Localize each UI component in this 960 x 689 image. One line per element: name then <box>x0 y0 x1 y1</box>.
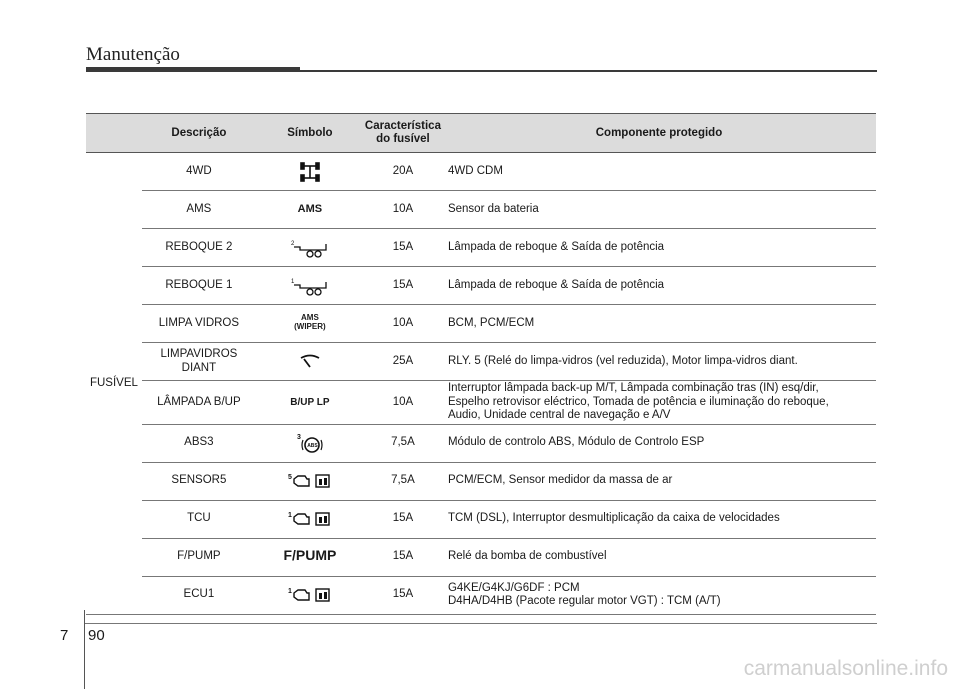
4wd-icon <box>299 162 321 182</box>
row-spec: 7,5A <box>364 462 442 500</box>
row-desc: SENSOR5 <box>142 462 256 500</box>
row-component: Relé da bomba de combustível <box>442 538 876 576</box>
row-spec: 15A <box>364 500 442 538</box>
row-desc: LÂMPADA B/UP <box>142 381 256 425</box>
header-rule-thin <box>300 70 877 72</box>
column-header-caracteristica: Característica do fusível <box>364 114 442 153</box>
group-label: FUSÍVEL <box>86 153 142 615</box>
row-spec: 7,5A <box>364 424 442 462</box>
table-row <box>86 343 876 381</box>
symbol-cell <box>256 538 364 576</box>
row-spec: 15A <box>364 576 442 614</box>
row-desc: 4WD <box>142 153 256 191</box>
row-component: Lâmpada de reboque & Saída de potência <box>442 229 876 267</box>
table-row <box>86 229 876 267</box>
trailer-icon <box>290 276 330 296</box>
row-component: TCM (DSL), Interruptor desmultiplicação da caixa de velocidades <box>442 500 876 538</box>
header-rule-thick <box>86 67 300 72</box>
wiper-icon <box>299 354 321 370</box>
symbol-text: B/UP LP <box>290 396 330 408</box>
row-component: Interruptor lâmpada back-up M/T, Lâmpada combinação tras (IN) esq/dir, Espelho retrovisor eléctrico, Tomada de potência e iluminação do reboque, Audio, Unidade central de navegação e A/V <box>442 381 876 425</box>
page-header-title: Manutenção <box>86 44 180 65</box>
table-row <box>86 576 876 614</box>
symbol-cell <box>256 229 364 267</box>
column-header-componente: Componente protegido <box>442 114 876 153</box>
symbol-text: AMS <box>297 202 323 215</box>
row-spec: 10A <box>364 191 442 229</box>
table-header-row <box>86 114 876 153</box>
row-desc: LIMPAVIDROS DIANT <box>142 343 256 381</box>
row-component: Sensor da bateria <box>442 191 876 229</box>
row-spec: 10A <box>364 305 442 343</box>
row-spec: 15A <box>364 267 442 305</box>
trailer-number: 1 <box>290 278 295 285</box>
symbol-cell <box>256 424 364 462</box>
table-row <box>86 538 876 576</box>
row-desc: F/PUMP <box>142 538 256 576</box>
watermark: carmanualsonline.info <box>743 657 948 680</box>
row-component: Módulo de controlo ABS, Módulo de Controlo ESP <box>442 424 876 462</box>
row-desc: ECU1 <box>142 576 256 614</box>
row-spec: 15A <box>364 229 442 267</box>
symbol-cell <box>256 191 364 229</box>
engine-ecu-icon <box>287 471 333 491</box>
row-component: BCM, PCM/ECM <box>442 305 876 343</box>
table-row <box>86 500 876 538</box>
symbol-cell <box>256 500 364 538</box>
fuse-table <box>86 113 876 615</box>
row-component: Lâmpada de reboque & Saída de potência <box>442 267 876 305</box>
row-desc: ABS3 <box>142 424 256 462</box>
symbol-cell <box>256 305 364 343</box>
row-spec: 10A <box>364 381 442 425</box>
svg-text:3: 3 <box>296 434 301 441</box>
table-row <box>86 153 876 191</box>
row-spec: 25A <box>364 343 442 381</box>
symbol-cell <box>256 153 364 191</box>
svg-text:1: 1 <box>287 512 292 519</box>
symbol-cell <box>256 343 364 381</box>
column-header-simbolo: Símbolo <box>256 114 364 153</box>
symbol-cell <box>256 576 364 614</box>
engine-ecu-icon <box>287 509 333 529</box>
table-row <box>86 381 876 425</box>
row-desc: TCU <box>142 500 256 538</box>
row-component: G4KE/G4KJ/G6DF : PCM D4HA/D4HB (Pacote regular motor VGT) : TCM (A/T) <box>442 576 876 614</box>
svg-text:5: 5 <box>287 474 292 481</box>
table-row <box>86 462 876 500</box>
trailer-number: 2 <box>290 240 295 247</box>
column-header-descricao: Descrição <box>142 114 256 153</box>
symbol-cell <box>256 267 364 305</box>
row-component: RLY. 5 (Relé do limpa-vidros (vel reduzida), Motor limpa-vidros diant. <box>442 343 876 381</box>
row-spec: 15A <box>364 538 442 576</box>
engine-ecu-icon <box>287 585 333 605</box>
table-row <box>86 267 876 305</box>
symbol-cell <box>256 462 364 500</box>
table-row <box>86 305 876 343</box>
abs-icon <box>295 432 325 454</box>
row-spec: 20A <box>364 153 442 191</box>
row-desc: REBOQUE 2 <box>142 229 256 267</box>
symbol-cell <box>256 381 364 425</box>
table-row <box>86 424 876 462</box>
svg-text:1: 1 <box>287 588 292 595</box>
row-desc: LIMPA VIDROS <box>142 305 256 343</box>
svg-text:ABS: ABS <box>307 443 318 449</box>
row-component: PCM/ECM, Sensor medidor da massa de ar <box>442 462 876 500</box>
footer-rule <box>85 623 877 624</box>
symbol-text: F/PUMP <box>283 547 337 564</box>
symbol-text: AMS (WIPER) <box>294 313 326 332</box>
row-desc: REBOQUE 1 <box>142 267 256 305</box>
group-column-header <box>86 114 142 153</box>
footer-vertical-rule <box>84 610 85 689</box>
table-row <box>86 191 876 229</box>
trailer-icon <box>290 238 330 258</box>
row-component: 4WD CDM <box>442 153 876 191</box>
page-number: 90 <box>88 627 105 644</box>
section-number: 7 <box>60 627 69 644</box>
row-desc: AMS <box>142 191 256 229</box>
